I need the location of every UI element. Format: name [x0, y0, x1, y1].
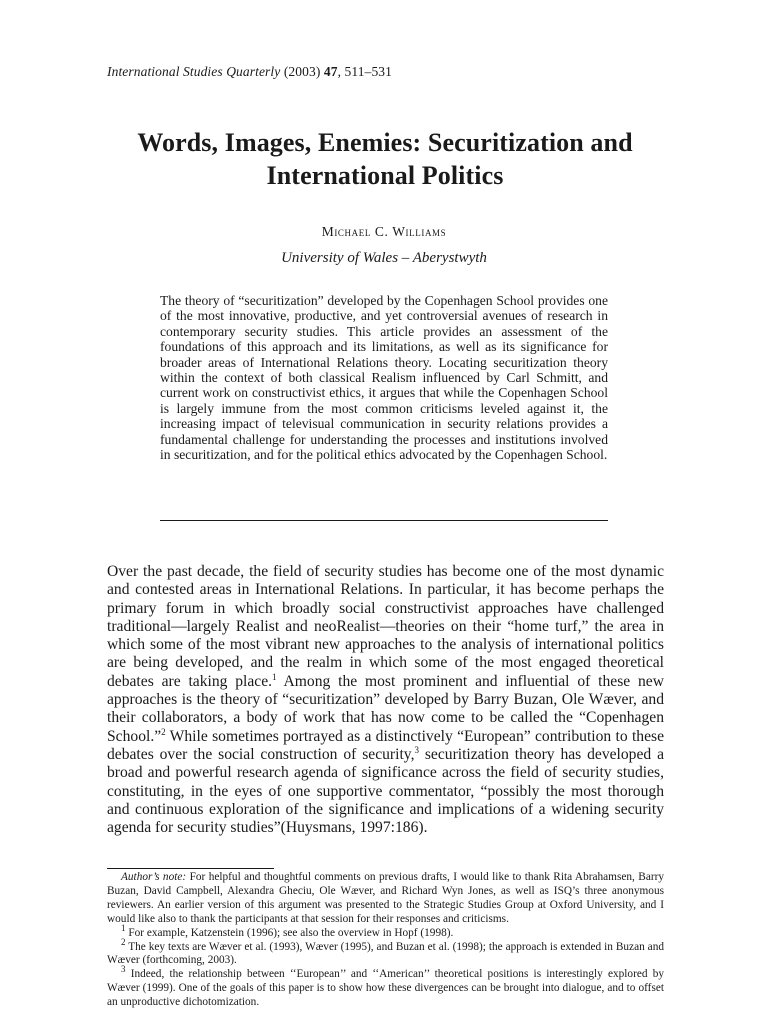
footnote-mark: 2 — [121, 936, 126, 947]
footnote-ref-2: 2 — [161, 726, 166, 737]
abstract-divider — [160, 520, 608, 521]
body-text-part: Over the past decade, the field of security studies has become one of the most dynamic and contested areas in International Relations. In particular, it has become perhaps the primary forum in which broadly social constructivist approaches have challenged traditional—largely Realist and neoRealist—theories on their “home turf,” the area in which some of the most vibrant new approaches to the analysis of international politics are being developed, and the realm in which some of the most engaged theoretical debates are taking place. — [107, 563, 664, 690]
article-title: Words, Images, Enemies: Securitization and International Politics — [137, 128, 633, 190]
body-text-part: securitization theory has developed a broad and powerful research agenda of significance across the field of security studies, constituting, in the eyes of one supportive commentator, “possibly the most thorough and continuous exploration of the significance and implications of a widening security agenda for security studies”(Huysmans, 1997:186). — [107, 745, 664, 837]
body-text-part: Among the most prominent and influential of these new approaches is the theory of “securitization” developed by Barry Buzan, Ole Wæver, and their collaborators, a body of work that has now come to be called the “Copenhagen School.” — [107, 672, 664, 745]
footnote-1 — [107, 922, 664, 941]
journal-year: (2003) — [283, 64, 321, 79]
footnote-text: Indeed, the relationship between ‘‘European’’ and ‘‘American’’ theoretical positions is interestingly explored by Wæver (1999). One of the goals of this paper is to show how these divergences can be brought into dialogue, and to offset an unproductive dichotomization. — [107, 968, 664, 1009]
footnote-ref-3: 3 — [414, 744, 419, 755]
author-note-label: Author’s note: — [121, 871, 187, 883]
body-text-part: While sometimes portrayed as a distinctively “European” contribution to these debates over the social construction of security, — [107, 727, 664, 763]
footnote-ref-1: 1 — [272, 671, 277, 682]
footnote-mark: 1 — [121, 922, 126, 933]
footnote-3 — [107, 964, 664, 1010]
journal-name: International Studies Quarterly — [107, 64, 281, 79]
author-affiliation: University of Wales – Aberystwyth — [281, 250, 487, 266]
abstract: The theory of “securitization” developed by the Copenhagen School provides one of the most innovative, productive, and yet controversial avenues of research in contemporary security studies. This article provides an assessment of the foundations of this approach and its limitations, as well as its significance for broader areas of International Relations theory. Locating securitization theory within the context of both classical Realism influenced by Carl Schmitt, and current work on constructivist ethics, it argues that while the Copenhagen School is largely immune from the most common criticisms leveled against it, the increasing impact of televisual communication in security relations provides a fundamental challenge for understanding the processes and institutions involved in securitization, and for the political ethics advocated by the Copenhagen School. — [160, 293, 608, 463]
footnote-text: For example, Katzenstein (1996); see also the overview in Hopf (1998). — [125, 926, 454, 939]
author-name: Michael C. Williams — [321, 224, 447, 239]
body-paragraph — [107, 563, 664, 837]
author-note-text: For helpful and thoughtful comments on previous drafts, I would like to thank Rita Abrahamsen, Barry Buzan, David Campbell, Alexandra Gheciu, Ole Wæver, and Richard Wyn Jones, as well as ISQ’s three anonymous reviewers. An earlier version of this argument was presented to the Strategic Studies Group at Oxford University, and I would like also to thank the participants at that session for their responses and criticisms. — [107, 871, 665, 925]
footnote-2 — [107, 936, 664, 969]
journal-volume: 47 — [323, 64, 338, 79]
journal-citation — [107, 64, 392, 80]
footnote-text: The key texts are Wæver et al. (1993), Wæver (1995), and Buzan et al. (1998); the approach is extended in Buzan and Wæver (forthcoming, 2003). — [107, 940, 664, 967]
author-note — [107, 871, 664, 927]
journal-pages: , 511–531 — [337, 64, 393, 79]
footnote-divider — [107, 868, 274, 869]
footnote-mark: 3 — [121, 964, 126, 975]
footnotes — [107, 871, 664, 1010]
